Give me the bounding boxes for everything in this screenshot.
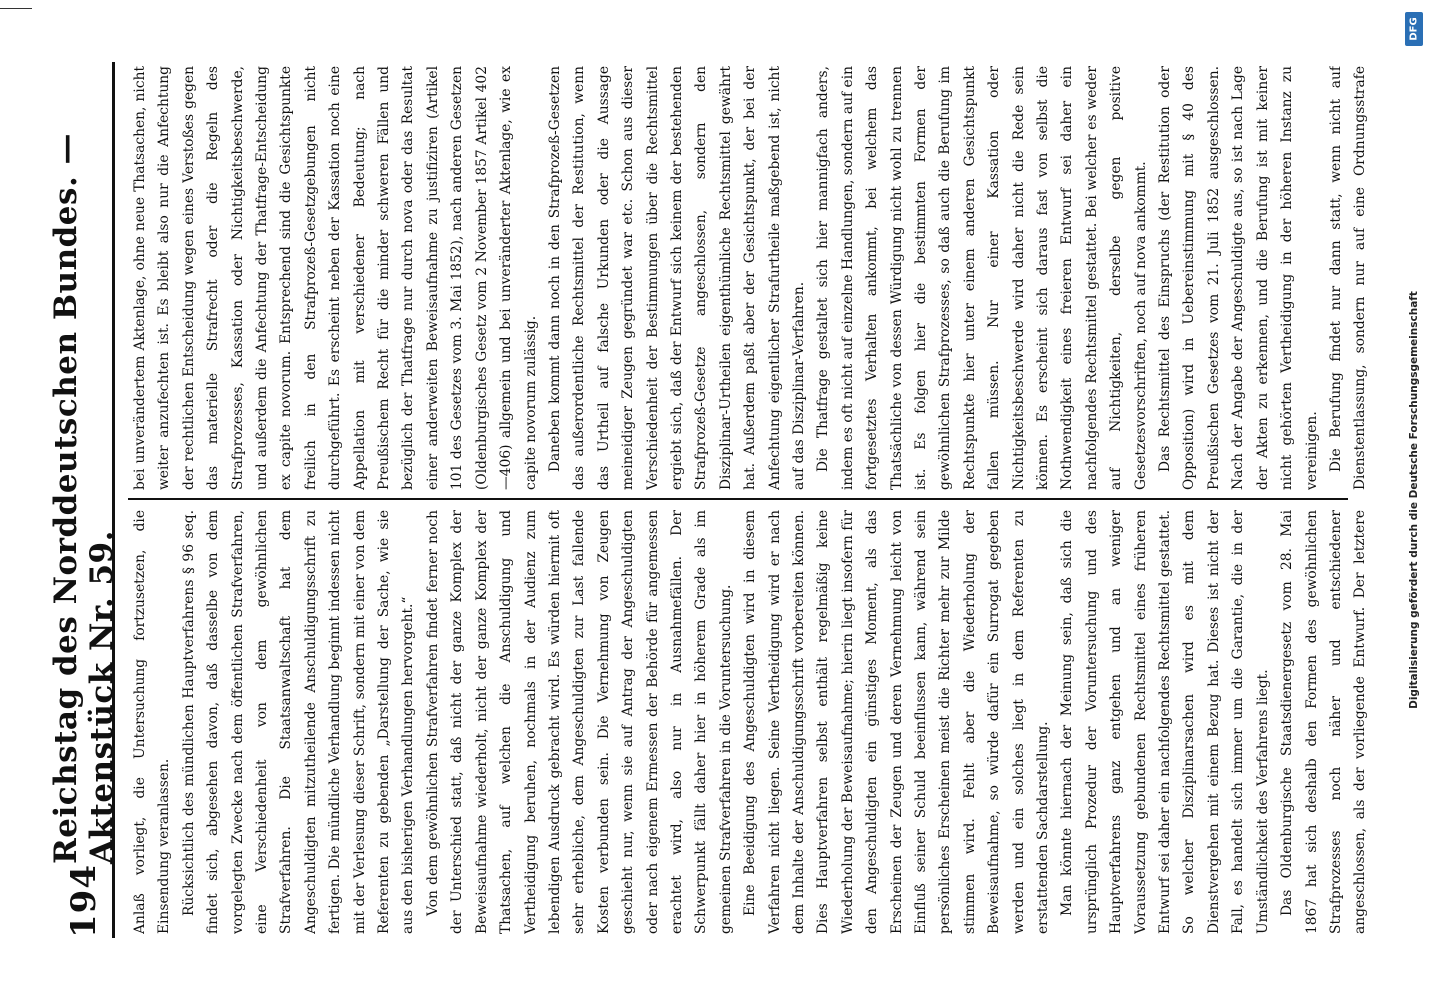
paragraph: Das Oldenburgische Staatsdienergesetz vom 28. Mai 1867 hat sich deshalb den Formen des gewöhnlichen Strafprozesses noch näher und entschiedener angeschlossen, als der vorliegende Entwurf. Der letztere: [1279, 510, 1368, 934]
page-number: 194: [64, 864, 104, 938]
watermark: [1402, 10, 1426, 990]
dfg-logo: [1405, 12, 1423, 46]
header-rule: [112, 62, 115, 938]
paragraph: Anlaß vorliegt, die Untersuchung fortzusetzen, die Einsendung veranlassen.: [132, 510, 173, 934]
paragraph: Die Thatfrage gestaltet sich hier mannigfach anders, indem es oft nicht auf einzelne Handlungen, sondern auf ein fortgesetztes Verhalten ankommt, bei welchem das Thatsächliche von dessen Würdigung nicht wohl zu trennen ist. Es folgen hier die bestimmten Formen der gewöhnlichen Strafprozesses, so daß auch die Berufung im Rechtspunkte hier unter einem anderen Gesichtspunkt fallen müssen. Nur einer Kassation oder Nichtigkeitsbeschwerde wird daher nicht die Rede sein können. Es erscheint sich daraus fast von selbst die Nothwendigkeit eines freieren Entwurf sei daher ein nachfolgendes Rechtsmittel gestattet. Bei welcher es weder auf Nichtigkeiten, derselbe gegen positive Gesetzesvorschriften, noch auf nova ankommt.: [815, 66, 1149, 490]
paragraph: Eine Beeidigung des Angeschuldigten wird in diesem Verfahren nicht liegen. Seine Vertheidigung wird er nach dem Inhalte der Anschuldigungsschrift vorbereiten können. Dies Hauptverfahren selbst enthält regelmäßig keine Wiederholung der Beweisaufnahme; hierin liegt insofern für den Angeschuldigten ein günstiges Moment, als das Erscheinen der Zeugen und deren Vernehmung leicht von Einfluß seiner Schuld beeinflussen kann, während sein persönliches Erscheinen meist die Richter mehr zur Milde stimmen wird. Fehlt aber die Wiederholung der Beweisaufnahme, so würde dafür ein Surrogat gegeben werden und ein solches liegt in dem Referenten zu erstattenden Sachdarstellung.: [742, 510, 1052, 934]
paragraph: bei unverändertem Aktenlage, ohne neue Thatsachen, nicht weiter anzufechten ist. Es bleibt also nur die Anfechtung der rechtlichen Entscheidung wegen eines Verstoßes gegen das materielle Strafrecht oder die Regeln des Strafprozesses, Kassation oder Nichtigkeitsbeschwerde, und außerdem die Anfechtung der Thatfrage-Entscheidung ex capite novorum. Entsprechend sind die Gesichtspunkte freilich in den Strafprozeß-Gesetzgebungen nicht durchgeführt. Es erscheint neben der Kassation noch eine Appellation mit verschiedener Bedeutung; nach Preußischem Recht für die minder schweren Fällen und bezüglich der Thatfrage nur durch nova oder das Resultat einer anderweiten Beweisaufnahme zu justifiziren (Artikel 101 des Gesetzes vom 3. Mai 1852), nach anderen Gesetzen (Oldenburgisches Gesetz vom 2 November 1857 Artikel 402—406) allgemein und bei unveränderter Aktenlage, wie ex capite novorum zulässig.: [132, 66, 539, 490]
dfg-logo-text: DFG: [1408, 17, 1420, 41]
paragraph: Die Berufung findet nur dann statt, wenn nicht auf Dienstentlassung, sondern nur auf eine Ordnungsstrafe: [1327, 66, 1368, 490]
column-divider: [128, 498, 1348, 500]
paragraph: Von dem gewöhnlichen Strafverfahren findet ferner noch der Unterschied statt, daß nicht der ganze Komplex der Beweisaufnahme wiederholt, nicht der ganze Komplex der Thatsachen, auf welchen die Anschuldigung und Vertheidigung beruhen, nochmals in der Audienz zum lebendigen Ausdruck gebracht wird. Es würden hiermit oft sehr erhebliche, dem Angeschuldigten zur Last fallende Kosten verbunden sein. Die Vernehmung von Zeugen geschieht nur, wenn sie auf Antrag der Angeschuldigten oder nach eigenem Ermessen der Behörde für angemessen erachtet wird, also nur in Ausnahmefällen. Der Schwerpunkt fällt daher hier in höherem Grade als im gemeinen Strafverfahren in die Voruntersuchung.: [424, 510, 734, 934]
right-column: [128, 66, 1368, 490]
left-column: [128, 510, 1368, 934]
paragraph: Man könnte hiernach der Meinung sein, daß sich die ursprünglich Prozedur der Voruntersuchung und des Hauptverfahrens ganz entgehen und an weniger Voraussetzung gebundenen Rechtsmittel eines früheren Entwurf sei daher ein nachfolgendes Rechtsmittel gestattet. So welcher Disziplinarsachen wird es mit dem Dienstvergehen mit einem Bezug hat. Dieses ist nicht der Fall, es handelt sich immer um die Garantie, die in der Umständlichkeit des Verfahrens liegt.: [1059, 510, 1271, 934]
paragraph: Das Rechtsmittel des Einspruchs (der Restitution oder Opposition) wird in Uebereinstimmung mit § 40 des Preußischen Gesetzes vom 21. Juli 1852 ausgeschlossen. Nach der Angabe der Angeschuldigte aus, so ist nach Lage der Akten zu erkennen, und die Berufung ist mit keiner nicht gehörten Vertheidigung in der höheren Instanz zu vereinigen.: [1157, 66, 1320, 490]
running-title: Reichstag des Norddeutschen Bundes. — Aktenstück Nr. 59.: [48, 132, 120, 865]
paragraph: Daneben kommt dann noch in den Strafprozeß-Gesetzen das außerordentliche Rechtsmittel der Restitution, wenn das Urtheil auf falsche Urkunden oder die Aussage meineidiger Zeugen gegründet war etc. Schon aus dieser Verschiedenheit der Bestimmungen über die Rechtsmittel ergiebt sich, daß der Entwurf sich keinem der bestehenden Strafprozeß-Gesetze angeschlossen, sondern den Disziplinar-Urtheilen eigenthümliche Rechtsmittel gewährt hat. Außerdem paßt aber der Gesichtspunkt, der bei der Anfechtung eigentlicher Strafurtheile maßgebend ist, nicht auf das Disziplinar-Verfahren.: [546, 66, 807, 490]
corner-mark: [0, 8, 32, 9]
watermark-text: Digitalisierung gefördert durch die Deutsche Forschungsgemeinschaft: [1408, 291, 1420, 709]
page-header: [48, 62, 120, 938]
scanned-page: [36, 32, 1396, 968]
paragraph: Rücksichtlich des mündlichen Hauptverfahrens § 96 seq. findet sich, abgesehen davon, daß dasselbe von dem vorgelegten Zwecke nach dem öffentlichen Strafverfahren, eine Verschiedenheit von dem gewöhnlichen Strafverfahren. Die Staatsanwaltschaft hat dem Angeschuldigten mitzutheilende Anschuldigungsschrift zu fertigen. Die mündliche Verhandlung beginnt indessen nicht mit der Verlesung dieser Schrift, sondern mit einer von dem Referenten zu gebenden „Darstellung der Sache, wie sie aus den bisherigen Verhandlungen hervorgeht.“: [180, 510, 417, 934]
